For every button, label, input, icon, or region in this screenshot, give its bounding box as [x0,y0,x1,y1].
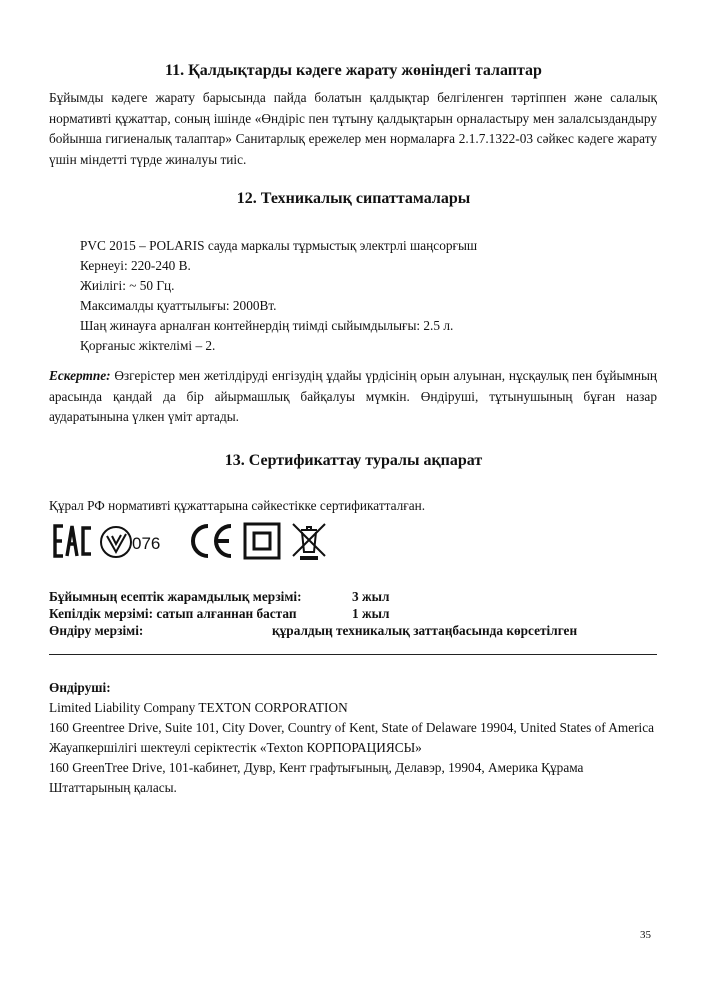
certification-marks [53,520,353,562]
page-number: 35 [640,929,651,941]
weee-bin-icon [289,520,329,562]
spec-list [80,236,640,356]
warranty-row [49,605,390,622]
manufacturer-name-en: Limited Liability Company TEXTON CORPORATION [49,700,348,715]
ce-mark-icon [187,520,237,562]
note-paragraph [49,366,657,428]
note-text: Өзгерістер мен жетілдіруді енгізудің ұдайы үрдісінің орын алуынан, нұсқаулық пен бұйымның арасында қандай да бір айырмашлық байқалуы мүмкін. Өндіруші, тұтынушының бұған назар аударатынына үлкен үміт артады. [49,368,657,424]
service-life-label: Бұйымның есептік жарамдылық мерзімі: [49,589,302,604]
certification-statement: Құрал РФ нормативті құжаттарына сәйкестікке сертификатталған. [49,498,426,513]
production-date-row [49,622,578,639]
manufacturer-address-en: 160 Greentree Drive, Suite 101, City Dover, Country of Kent, State of Delaware 19904, United States of America [49,720,655,735]
service-life-row [49,588,390,605]
section-11-title: 11. Қалдықтарды кәдеге жарату жөніндегі талаптар [165,62,542,79]
spec-item-capacity: Шаң жинауға арналған контейнердің тиімді сыйымдылығы: 2.5 л. [80,318,454,333]
manufacturer-address-kk: 160 GreenTree Drive, 101-кабинет, Дувр, Кент графтығының, Делавэр, 19904, Америка Құрама Штаттарының қаласы. [49,760,584,795]
service-life-value: 3 жыл [352,589,390,604]
section-13-title: 13. Сертификаттау туралы ақпарат [224,452,483,469]
section-divider [49,654,657,655]
spec-item-model: PVC 2015 – POLARIS сауда маркалы тұрмыстық электрлі шаңсорғыш [80,238,478,253]
spec-item-power: Максималды қуаттылығы: 2000Вт. [80,298,277,313]
spec-item-protection: Қорғаныс жіктелімі – 2. [80,338,216,353]
spec-item-voltage: Кернеуі: 220-240 В. [80,258,191,273]
production-date-value: құралдың техникалық заттаңбасында көрсетілген [272,623,578,638]
section-11-body: Бұйымды кәдеге жарату барысында пайда болатын қалдықтар белгіленген тәртіппен және салалық нормативті құжаттар, соның ішінде «Өндіріс пен тұтыну қалдықтарын орналастыру мен залалсыздандыру бойынша гигиеналық талаптар» Санитарлық ережелер мен нормаларға 2.1.7.1322-03 сәйкес кәдеге жарату үшін міндетті түрде жиналуы тиіс. [49,90,657,167]
eac-mark-icon [53,520,95,562]
section-12-title: 12. Техникалық сипаттамалары [236,190,471,207]
manufacturer-block [49,678,657,798]
rst-mark-icon [99,524,181,560]
class-2-insulation-icon [243,522,281,560]
manufacturer-label: Өндіруші: [49,680,111,695]
warranty-value: 1 жыл [352,606,390,621]
cert-code-label: 076 [132,534,161,553]
note-label: Ескертпе: [49,368,111,383]
manufacturer-name-kk: Жауапкершілігі шектеулі серіктестік «Texton КОРПОРАЦИЯСЫ» [49,740,422,755]
warranty-label: Кепілдік мерзімі: сатып алғаннан бастап [49,606,297,621]
spec-item-frequency: Жиілігі: ~ 50 Гц. [80,278,175,293]
production-date-label: Өндіру мерзімі: [49,623,144,638]
